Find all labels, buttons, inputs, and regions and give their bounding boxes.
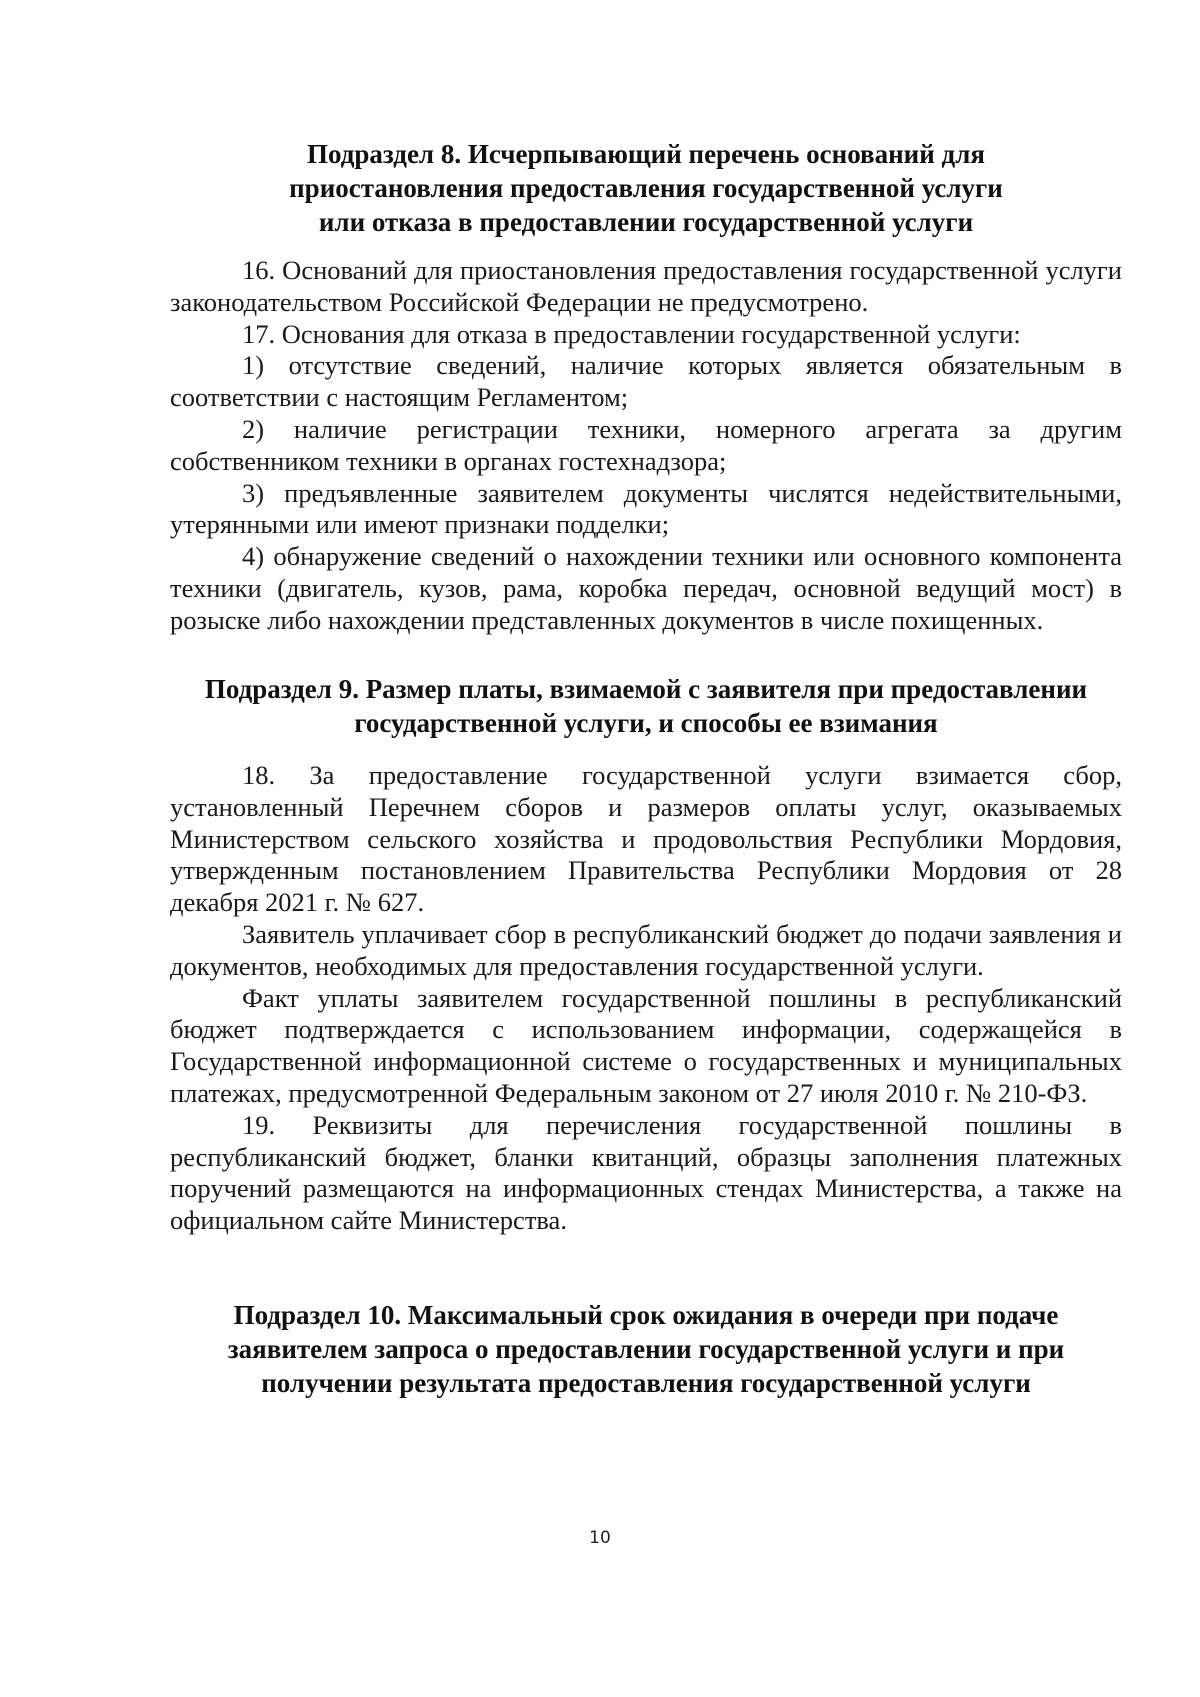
list-item-2: 2) наличие регистрации техники, номерного агрегата за другим собственником техники в органах гостехнадзора;	[170, 413, 1122, 476]
paragraph-fee-confirmation: Факт уплаты заявителем государственной пошлины в республиканский бюджет подтверждается с использованием информации, содержащейся в Государственной информационной системе о государственных и муниципальных платежах, предусмотренной Федеральным законом от 27 июля 2010 г. № 210-ФЗ.	[170, 982, 1122, 1108]
section-9-heading	[170, 672, 1122, 740]
paragraph-17: 17. Основания для отказа в предоставлении государственной услуги:	[242, 318, 1021, 349]
paragraph-16: 16. Оснований для приостановления предоставления государственной услуги законодательством Российской Федерации не предусмотрено.	[170, 255, 1122, 317]
section-10-title-line-2: заявителем запроса о предоставлении государственной услуги и при	[227, 1334, 1065, 1364]
list-item-3: 3) предъявленные заявителем документы числятся недействительными, утерянными или имеют признаки подделки;	[170, 477, 1122, 540]
section-9-title-line-2: государственной услуги, и способы ее взимания	[354, 708, 938, 738]
section-10-heading	[170, 1298, 1122, 1400]
paragraph-fee-payment: Заявитель уплачивает сбор в республиканский бюджет до подачи заявления и документов, необходимых для предоставления государственной услуги.	[170, 918, 1122, 981]
section-10-title-line-3: получении результата предоставления государственной услуги	[261, 1368, 1031, 1398]
section-8-title-line-1: Подраздел 8. Исчерпывающий перечень оснований для	[307, 139, 985, 169]
section-8-heading	[170, 137, 1122, 239]
section-9-body	[170, 760, 1122, 1237]
list-item-1: 1) отсутствие сведений, наличие которых является обязательным в соответствии с настоящим Регламентом;	[170, 350, 1122, 413]
list-item-4: 4) обнаружение сведений о нахождении техники или основного компонента техники (двигатель, кузов, рама, коробка передач, основной ведущий мост) в розыске либо нахождении представленных документов в числе похищенных.	[170, 541, 1122, 635]
section-8-title-line-3: или отказа в предоставлении государственной услуги	[318, 207, 974, 237]
paragraph-19: 19. Реквизиты для перечисления государственной пошлины в республиканский бюджет, бланки квитанций, образцы заполнения платежных поручений размещаются на информационных стендах Министерства, а также на официальном сайте Министерства.	[170, 1109, 1122, 1236]
section-8-title-line-2: приостановления предоставления государственной услуги	[289, 173, 1003, 203]
section-10-title-line-1: Подраздел 10. Максимальный срок ожидания в очереди при подаче	[233, 1300, 1059, 1330]
section-8-body	[170, 255, 1122, 637]
section-9-title-line-1: Подраздел 9. Размер платы, взимаемой с заявителя при предоставлении	[204, 674, 1088, 704]
page-number: 10	[589, 1528, 611, 1548]
paragraph-18: 18. За предоставление государственной услуги взимается сбор, установленный Перечнем сборов и размеров оплаты услуг, оказываемых Министерством сельского хозяйства и продовольствия Республики Мордовия, утвержденным постановлением Правительства Республики Мордовия от 28 декабря 2021 г. № 627.	[170, 760, 1122, 918]
